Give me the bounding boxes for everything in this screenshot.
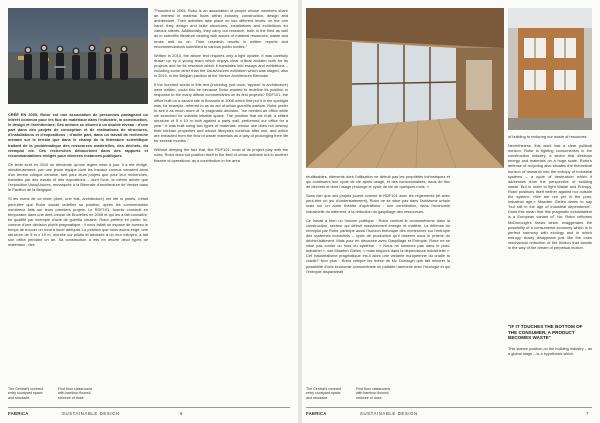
paragraph: réutilisables, éléments dont l'utilisation ne détruit pas les propriétés intrinsèques et qui continuent leur cycle de vie après usage, et des consommables, issus de flux de déchets et dont l'usage prolonge le cycle de vie de quelques mois. »: [306, 174, 450, 190]
interior-space-photo: [306, 8, 504, 168]
section-title: SUSTAINABLE DESIGN: [360, 411, 418, 416]
footer-rule: [306, 407, 592, 408]
magazine-logo: FABRICA: [306, 411, 327, 416]
paragraph: Ce travail a bien un horizon politique : Rotor combat le consumérisme dans la construction, secteur qui détruit massivement énergie et matière. La défense du réemploi par Rotor participe aussi l'horizon théorique des recherches sur l'entropie des systèmes industriels – cycle de production qu'il observe sous le prisme du déchet-bâtiment. Mais pour en découdre avec Gaspillage et Entropie, Rotor ne se situe pas contre ou hors du système : « Nous ne sommes pas dans le post-industriel », ose Maarten Gielen, « mais toujours dans la dépendance industrielle ». Cet industrialisme pragmatique est-il alors une variante européenne du cradle to cradle? Non plus : Rotor critique les thèse de Mc Donough que fait minorer la possibilité d'une économie consumériste en parfaite harmonie avec l'écologie et qui l'entropie disparaîtrait: [306, 217, 450, 274]
paragraph: CRÉÉ EN 2005, Rotor est une association de personnes partageant un intérêt commun pour les flux de matériaux dans l'industrie, la construction, le design et l'architecture. Ses actions se situent à un double niveau : d'une part dans des projets de conception et de réalisations de structures, d'installations et d'expositions ; d'autre part, dans un travail de recherche menant sur le terrain que dans le champ de la littérature scientifique traitant de la problématique des ressources matérielles, des déchets, du réemploi etc. Ces recherches débouchent dans des rapports et recommandations rédigés pour diverses instances publiques.: [8, 112, 148, 158]
paragraph: Ce texte écrit en 2010 ne demande qu'une légère mise à jour. Il a été rédigé, minutieusement, par une jeune équipe dont les travaux connus venaient alors d'un terreur critique certaine, tant pour leurs projets que pour leur recherches, traduites par des essais et des expositions – dont l'une, la même année que l'exposition Usus/Usures, remarquée à la Biennale d'architecture de Venise dans le Pavillon de la Belgique.: [8, 161, 148, 193]
photo-caption: First floor classrooms with bamboo floored, stricture of dose.: [58, 387, 93, 400]
building-facade-photo: [508, 8, 592, 130]
paragraph: This stance position on the building industry – as a global stage – is a hypothesis which: [508, 346, 592, 357]
paragraph: of building to reducing our waste of resources.: [508, 134, 588, 139]
english-column: [154, 8, 288, 167]
french-column: [8, 112, 148, 251]
left-page: [0, 0, 298, 423]
photo-caption: The Central's covered entry courtyard space and stockade.: [306, 387, 342, 400]
footer-rule: [8, 407, 290, 408]
paragraph: If the hundred words in this text (including, just once, 'appear' in architecture) were written, could this be because Rotor wanted to redefine its position in response to the many diffuse commentaries on its first projects? RDF101, the office built on a vacant site in Brussels in 2008 which first put it in the spotlight was, for example, referred to as an act of urban guerrilla warfare. Rotor prefer to see it as much more of "a pragmatic decision: "we needed an office while we searched for suitable lettable space. The position that we built, a stilted structure of 5 x 10 m built against a party wall, performed our office for a year." It was built using two types of materials: whose use does not destroy their intrinsic properties and whose lifecycles continue after use, and which are extracted from the flow of waste materials as a way of prolonging their life for several months.": [154, 82, 288, 144]
english-column: [508, 134, 592, 254]
paragraph: Written in 2010, the above text requires only a light update. It was carefully drawn up by a young team which enjoys clear critical acclaim both for its projects and for its research which it translates into essays and exhibitions – including some other than the Usus/Usures exhibition which was staged, also in 2010, in the Belgian pavilion at the Venice Architecture Biennale.: [154, 52, 288, 79]
french-column: [306, 174, 450, 278]
photo-caption: First floor classrooms with bamboo floored, stricture of dose.: [356, 387, 391, 400]
english-column-continued: [508, 346, 592, 360]
paragraph: "Founded in 2005, Rotor is an association of people whose members share an interest in material flows within industry, construction, design and architecture. Their activities take place on two different levels: on the one hand, they design and build structures, installations and exhibitions for various clients. Additionally, they carry out research, both in the field as well as in scientific literature dealing with issues of material resources, waste and reuse and so on. Their research results in written reports and recommendations submitted to various public bodies.": [154, 8, 288, 49]
pull-quote: "IF IT TOUCHES THE BOTTOM OF THE CONSUMER, A PRODUCT BECOMES WASTE": [508, 324, 583, 341]
right-page: [302, 0, 600, 423]
page-number: 6: [180, 411, 183, 416]
group-portrait-photo: [8, 8, 148, 104]
magazine-logo: FABRICA: [8, 411, 29, 416]
photo-caption: The Central's covered entry courtyard space and stockade.: [8, 387, 44, 400]
paragraph: Nevertheless, this work has a clear political horizon: Rotor is fighting consumerism in the construction industry, a sector that destroys energy and materials on a huge scale. Rotor's defense of recycling also situates the theoretical horizon of research into the entropy of industrial systems – a cycle of destruction which it addresses from the perspective of building waste. But in order to fight Waste and Entropy, Rotor positions itself neither against nor outside the system: «We are not yet in the post-industrial age,» Maarten Gielen dares to say "but still in the age of industrial dependence". Does this mean that this pragmatic industrialism is a European variant of" No: Rotor criticises McDonough's thesis which exaggerates the possibility of a consumerist economy which is in perfect harmony with ecology and in which entropy slowly disappears just like the ones mechanical reduction of the friction that stands in the way of the dream of perpetual motion.: [508, 143, 592, 250]
section-title: SUSTAINABLE DESIGN: [62, 411, 120, 416]
paragraph: Without denying the fact that, like RDF101, most of its project play with the rules, Rotor does not position itself in the field of urban activism but in another theatre of operations: as a contribution in the area: [154, 147, 288, 163]
page-number: 7: [586, 411, 589, 416]
paragraph: Sans nier que ses projets jouent comme le RDF101 avec les règlements (et avec peut-être un jeu d'understatement), Rotor ne se situe pas dans l'activisme urbain mais sur un autre théâtre d'opérations : une contribution, dans l'économie industrielle du bâtiment, à la réduction du gaspillage des ressources.: [306, 193, 450, 214]
paragraph: Si les noms de ce texte (dont, une fois, architecture) ont été si posés, c'était peut-être que Rotor voulait redéfinir sa position, après les commentaires nombreux faits sur leurs premiers projets. Le RDF101, fournis construit en temporaire dans une dent creuse de Bruxelles en 2008 et qui les a fait connaître, fut qualifié par exemple d'acte de guérilla urbaine. Rotor préfère en parler, lui, comme d'une décision plutôt pragmatique : il nous fallait un espace de bureau le temps de trouver un local à louer adéquat. La position que nous avons érigé, une structure de 5 m x 10 m, montée sur pilotis et adossée à un mur mitoyen, a fait son office pendant un an. Sa construction a mis en œuvre deux types de matériaux : des: [8, 196, 148, 248]
